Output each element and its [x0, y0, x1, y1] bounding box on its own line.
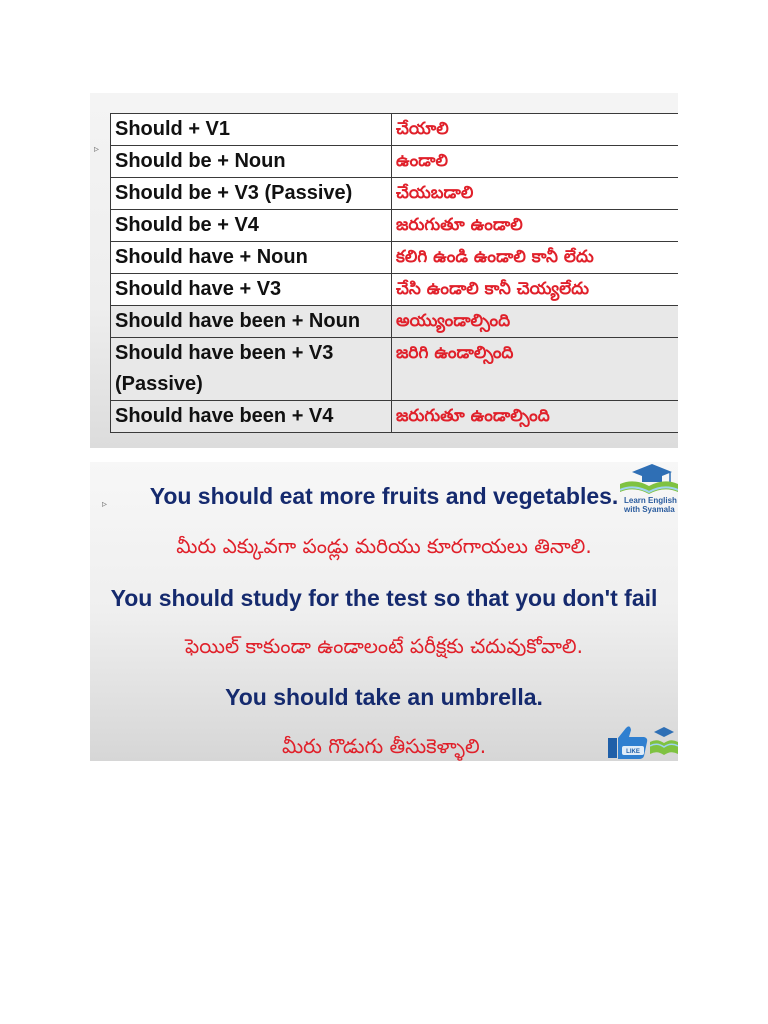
- example-sentences-panel: [90, 462, 678, 761]
- table-row: [111, 401, 679, 433]
- english-cell: Should have + V3: [111, 274, 392, 306]
- english-cell: Should have + Noun: [111, 242, 392, 274]
- telugu-cell: చేయాలి: [392, 114, 679, 146]
- telugu-cell: జరుగుతూ ఉండాల్సింది: [392, 401, 679, 433]
- grammar-table-panel: [90, 93, 678, 448]
- logo-line-2: with Syamala: [624, 505, 675, 514]
- example-telugu-1: మీరు ఎక్కువగా పండ్లు మరియు కూరగాయలు తినాలి.: [176, 534, 592, 558]
- logo-line-1: Learn English: [624, 496, 677, 505]
- table-row: [111, 114, 679, 146]
- table-row: [111, 274, 679, 306]
- english-cell: Should have been + Noun: [111, 306, 392, 338]
- thumbs-up-like-icon: [606, 724, 650, 760]
- book-logo-icon: [650, 724, 678, 758]
- svg-text:LIKE: LIKE: [626, 749, 640, 755]
- english-cell: Should be + Noun: [111, 146, 392, 178]
- telugu-cell: జరుగుతూ ఉండాలి: [392, 210, 679, 242]
- table-row: [111, 242, 679, 274]
- telugu-cell: ఉండాలి: [392, 146, 679, 178]
- grammar-table: [110, 113, 678, 433]
- telugu-cell: జరిగి ఉండాల్సింది: [392, 338, 679, 401]
- english-cell: Should have been + V4: [111, 401, 392, 433]
- english-cell: Should + V1: [111, 114, 392, 146]
- english-cell: Should be + V4: [111, 210, 392, 242]
- table-row: [111, 210, 679, 242]
- table-row: [111, 178, 679, 210]
- telugu-cell: కలిగి ఉండి ఉండాలి కానీ లేదు: [392, 242, 679, 274]
- telugu-cell: అయ్యుండాల్సింది: [392, 306, 679, 338]
- english-cell: Should be + V3 (Passive): [111, 178, 392, 210]
- table-row: [111, 338, 679, 401]
- example-telugu-3: మీరు గొడుగు తీసుకెళ్ళాలి.: [281, 734, 487, 758]
- english-cell: Should have been + V3 (Passive): [111, 338, 392, 401]
- example-telugu-2: ఫెయిల్ కాకుండా ఉండాలంటే పరీక్షకు చదువుకోవాలి.: [185, 634, 583, 658]
- example-english-2: You should study for the test so that you don't fail: [110, 585, 658, 611]
- table-row: [111, 306, 679, 338]
- cursor-icon: ▹: [94, 144, 100, 155]
- example-english-1: You should eat more fruits and vegetables.: [149, 483, 619, 509]
- example-english-3: You should take an umbrella.: [225, 684, 543, 710]
- telugu-cell: చేసి ఉండాలి కానీ చెయ్యలేదు: [392, 274, 679, 306]
- telugu-cell: చేయబడాలి: [392, 178, 679, 210]
- cursor-icon: ▹: [102, 499, 108, 510]
- table-row: [111, 146, 679, 178]
